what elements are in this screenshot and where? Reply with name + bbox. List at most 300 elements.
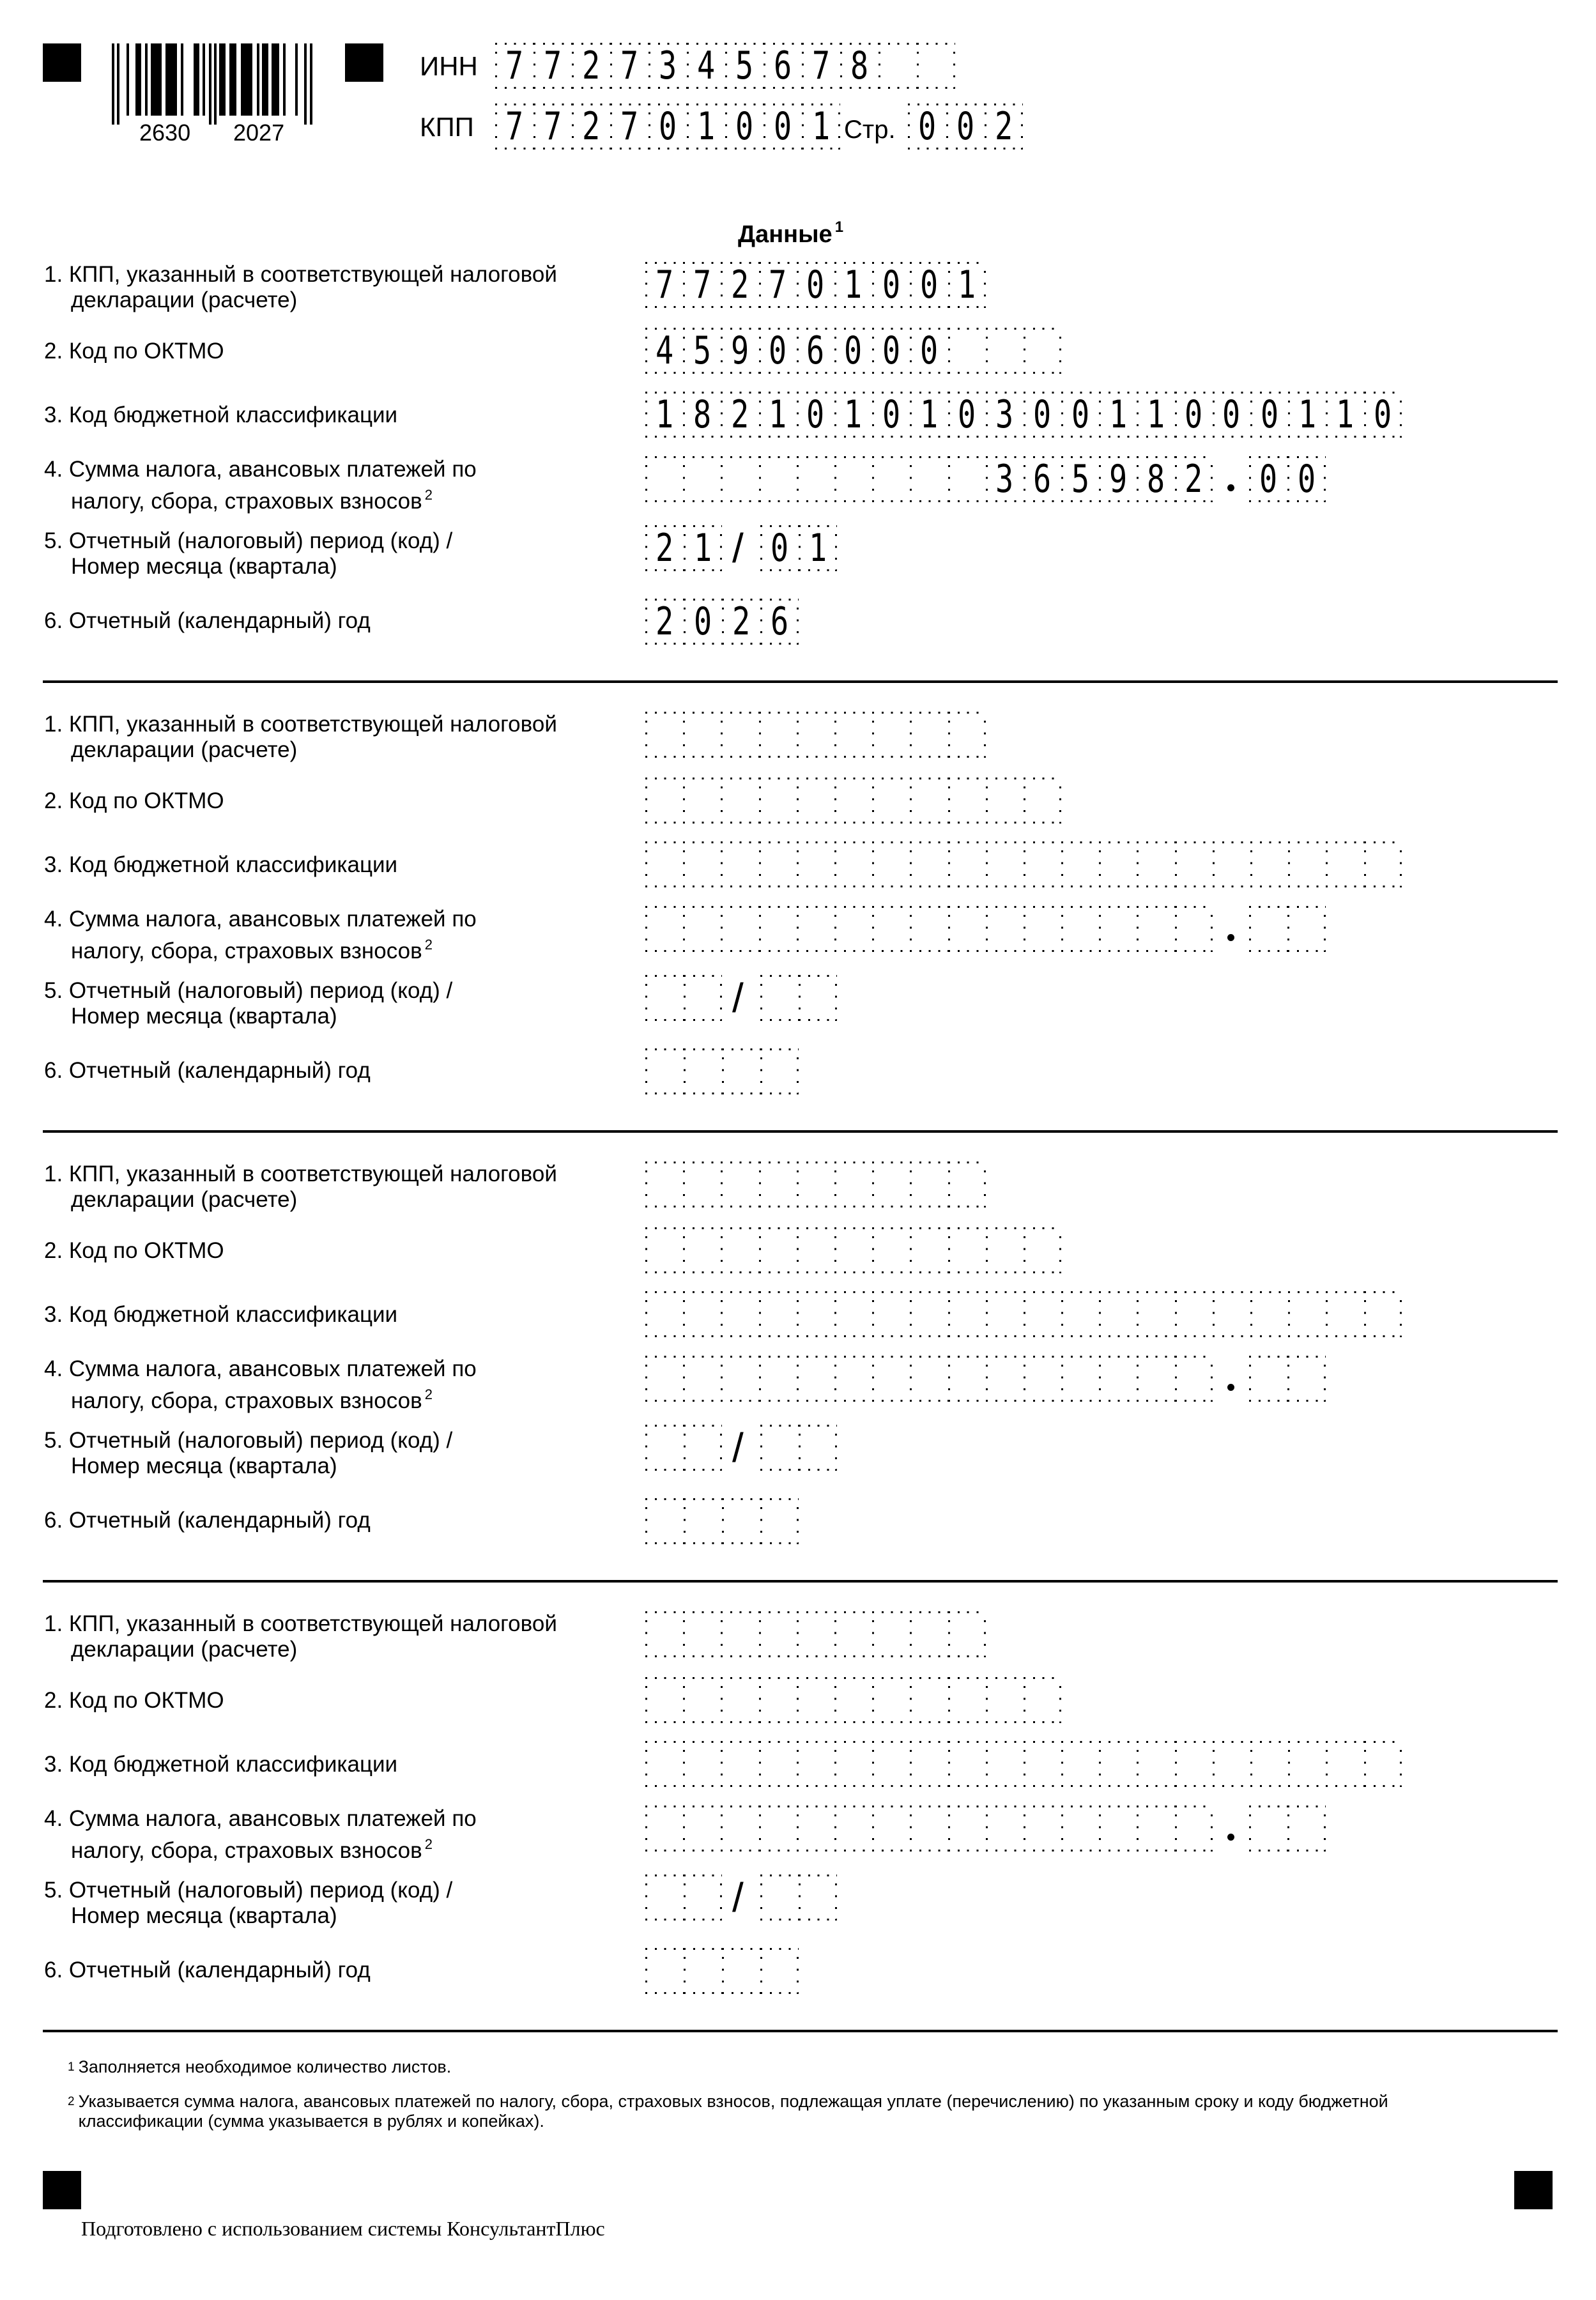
year-cell[interactable]	[684, 1048, 722, 1094]
inn-cell[interactable]	[572, 43, 610, 89]
kbk-cell[interactable]	[797, 1291, 834, 1337]
inn-cell[interactable]	[763, 43, 802, 89]
kpp-header-cell[interactable]	[802, 103, 840, 150]
sum-rubles-cell[interactable]	[759, 1805, 797, 1851]
sum-kopecks-cell[interactable]	[1249, 1805, 1287, 1851]
kbk-cell[interactable]	[1137, 1291, 1174, 1337]
sum-rubles-cell[interactable]	[721, 1356, 758, 1402]
kpp-header-cell[interactable]	[725, 103, 763, 150]
kbk-cell[interactable]	[1099, 392, 1137, 438]
oktmo-cell[interactable]	[872, 1677, 910, 1723]
kpp-cell[interactable]	[721, 1611, 758, 1657]
kbk-cell[interactable]	[1099, 1291, 1137, 1337]
oktmo-cell[interactable]	[910, 328, 948, 374]
period-number-cell[interactable]	[799, 1425, 837, 1471]
oktmo-cell[interactable]	[721, 778, 758, 824]
oktmo-cell[interactable]	[948, 1227, 986, 1273]
kbk-cell[interactable]	[797, 392, 834, 438]
sum-rubles-cell[interactable]	[683, 906, 721, 952]
period-code-field[interactable]	[645, 1874, 722, 1920]
sum-kopecks-field[interactable]	[1249, 1805, 1326, 1851]
oktmo-cell[interactable]	[645, 1227, 683, 1273]
kbk-cell[interactable]	[683, 1741, 721, 1787]
oktmo-cell[interactable]	[721, 1677, 758, 1723]
sum-rubles-cell[interactable]	[948, 1356, 986, 1402]
sum-rubles-cell[interactable]	[1024, 906, 1061, 952]
kpp-cell[interactable]	[948, 1162, 986, 1208]
inn-cell[interactable]	[495, 43, 533, 89]
sum-rubles-field[interactable]	[645, 906, 1213, 952]
oktmo-cell[interactable]	[797, 328, 834, 374]
sum-rubles-cell[interactable]	[948, 456, 986, 502]
sum-rubles-cell[interactable]	[645, 1805, 683, 1851]
oktmo-cell[interactable]	[797, 778, 834, 824]
period-code-cell[interactable]	[684, 525, 722, 571]
oktmo-cell[interactable]	[721, 1227, 758, 1273]
sum-rubles-cell[interactable]	[797, 1356, 834, 1402]
sum-kopecks-cell[interactable]	[1249, 906, 1287, 952]
kbk-cell[interactable]	[1175, 392, 1213, 438]
kpp-cell[interactable]	[872, 1162, 910, 1208]
oktmo-cell[interactable]	[1024, 1227, 1061, 1273]
kpp-cell[interactable]	[834, 262, 872, 308]
sum-rubles-cell[interactable]	[759, 906, 797, 952]
oktmo-cell[interactable]	[986, 778, 1024, 824]
sum-rubles-cell[interactable]	[948, 1805, 986, 1851]
sum-rubles-cell[interactable]	[797, 456, 834, 502]
kbk-cell[interactable]	[1024, 392, 1061, 438]
oktmo-cell[interactable]	[872, 778, 910, 824]
kbk-cell[interactable]	[872, 1291, 910, 1337]
year-cell[interactable]	[645, 599, 684, 645]
kpp-cell[interactable]	[834, 1611, 872, 1657]
year-cell[interactable]	[760, 1498, 799, 1544]
inn-cell[interactable]	[879, 43, 917, 89]
sum-rubles-cell[interactable]	[910, 1805, 948, 1851]
kpp-cell[interactable]	[683, 712, 721, 758]
kbk-field[interactable]	[645, 841, 1402, 887]
year-cell[interactable]	[722, 1948, 760, 1994]
sum-rubles-cell[interactable]	[910, 906, 948, 952]
sum-kopecks-cell[interactable]	[1249, 456, 1287, 502]
kbk-cell[interactable]	[834, 841, 872, 887]
oktmo-cell[interactable]	[1024, 328, 1061, 374]
kbk-cell[interactable]	[683, 392, 721, 438]
oktmo-cell[interactable]	[1024, 1677, 1061, 1723]
kbk-cell[interactable]	[1213, 392, 1250, 438]
kbk-cell[interactable]	[1364, 1741, 1402, 1787]
sum-rubles-cell[interactable]	[645, 456, 683, 502]
kbk-cell[interactable]	[1288, 1741, 1326, 1787]
kbk-cell[interactable]	[1326, 1741, 1363, 1787]
inn-cell[interactable]	[840, 43, 879, 89]
kpp-cell[interactable]	[797, 1162, 834, 1208]
sum-kopecks-cell[interactable]	[1249, 1356, 1287, 1402]
sum-rubles-cell[interactable]	[872, 1356, 910, 1402]
sum-rubles-cell[interactable]	[1061, 1805, 1099, 1851]
sum-rubles-cell[interactable]	[683, 1356, 721, 1402]
sum-rubles-cell[interactable]	[834, 1356, 872, 1402]
kbk-cell[interactable]	[645, 1741, 683, 1787]
kbk-cell[interactable]	[948, 841, 986, 887]
sum-rubles-cell[interactable]	[721, 1805, 758, 1851]
oktmo-cell[interactable]	[645, 778, 683, 824]
inn-cell[interactable]	[725, 43, 763, 89]
sum-rubles-cell[interactable]	[986, 456, 1024, 502]
period-code-cell[interactable]	[645, 975, 684, 1021]
period-code-cell[interactable]	[645, 1874, 684, 1920]
kbk-field[interactable]	[645, 392, 1402, 438]
sum-rubles-field[interactable]	[645, 1805, 1213, 1851]
oktmo-cell[interactable]	[645, 1677, 683, 1723]
kpp-cell[interactable]	[797, 712, 834, 758]
sum-rubles-cell[interactable]	[797, 906, 834, 952]
kbk-cell[interactable]	[759, 1741, 797, 1787]
oktmo-cell[interactable]	[948, 778, 986, 824]
kpp-header-cell[interactable]	[687, 103, 725, 150]
inn-cell[interactable]	[802, 43, 840, 89]
kpp-cell[interactable]	[834, 712, 872, 758]
kpp-cell[interactable]	[645, 712, 683, 758]
kbk-field[interactable]	[645, 1741, 1402, 1787]
oktmo-cell[interactable]	[759, 1677, 797, 1723]
sum-rubles-cell[interactable]	[1099, 456, 1137, 502]
kbk-cell[interactable]	[1099, 1741, 1137, 1787]
sum-rubles-cell[interactable]	[872, 1805, 910, 1851]
sum-kopecks-field[interactable]	[1249, 906, 1326, 952]
year-cell[interactable]	[645, 1048, 684, 1094]
sum-rubles-cell[interactable]	[910, 456, 948, 502]
sum-rubles-cell[interactable]	[1024, 1805, 1061, 1851]
year-cell[interactable]	[760, 1048, 799, 1094]
kbk-cell[interactable]	[721, 392, 758, 438]
kpp-field[interactable]	[645, 712, 986, 758]
kpp-cell[interactable]	[645, 1162, 683, 1208]
sum-rubles-cell[interactable]	[834, 906, 872, 952]
year-cell[interactable]	[684, 1498, 722, 1544]
sum-kopecks-cell[interactable]	[1287, 906, 1326, 952]
sum-kopecks-cell[interactable]	[1287, 456, 1326, 502]
sum-rubles-cell[interactable]	[759, 1356, 797, 1402]
period-number-field[interactable]	[760, 1874, 837, 1920]
kpp-cell[interactable]	[721, 712, 758, 758]
kpp-header-cell[interactable]	[533, 103, 572, 150]
kpp-cell[interactable]	[759, 1162, 797, 1208]
kbk-cell[interactable]	[1061, 1291, 1099, 1337]
kbk-cell[interactable]	[986, 392, 1024, 438]
kpp-field[interactable]	[645, 1611, 986, 1657]
oktmo-cell[interactable]	[910, 1227, 948, 1273]
oktmo-cell[interactable]	[797, 1677, 834, 1723]
year-cell[interactable]	[684, 1948, 722, 1994]
period-number-cell[interactable]	[799, 525, 837, 571]
year-field[interactable]	[645, 1048, 799, 1094]
oktmo-cell[interactable]	[683, 328, 721, 374]
kpp-cell[interactable]	[683, 1611, 721, 1657]
sum-rubles-cell[interactable]	[1137, 906, 1174, 952]
kbk-cell[interactable]	[1137, 1741, 1174, 1787]
oktmo-field[interactable]	[645, 1677, 1061, 1723]
kpp-cell[interactable]	[948, 262, 986, 308]
kpp-field[interactable]	[645, 262, 986, 308]
kbk-cell[interactable]	[1175, 841, 1213, 887]
kpp-header-cell[interactable]	[572, 103, 610, 150]
oktmo-cell[interactable]	[797, 1227, 834, 1273]
period-number-cell[interactable]	[760, 525, 799, 571]
page-number-field[interactable]	[908, 103, 1023, 150]
kbk-cell[interactable]	[759, 392, 797, 438]
period-number-cell[interactable]	[799, 1874, 837, 1920]
year-field[interactable]	[645, 599, 799, 645]
sum-rubles-cell[interactable]	[683, 1805, 721, 1851]
kpp-header-cell[interactable]	[610, 103, 648, 150]
period-code-field[interactable]	[645, 525, 722, 571]
sum-rubles-cell[interactable]	[759, 456, 797, 502]
kbk-field[interactable]	[645, 1291, 1402, 1337]
year-field[interactable]	[645, 1498, 799, 1544]
kpp-cell[interactable]	[948, 1611, 986, 1657]
sum-rubles-cell[interactable]	[1175, 906, 1213, 952]
sum-rubles-cell[interactable]	[721, 906, 758, 952]
kpp-cell[interactable]	[872, 1611, 910, 1657]
kbk-cell[interactable]	[645, 1291, 683, 1337]
period-code-field[interactable]	[645, 975, 722, 1021]
kpp-cell[interactable]	[797, 1611, 834, 1657]
sum-rubles-cell[interactable]	[645, 1356, 683, 1402]
oktmo-cell[interactable]	[948, 1677, 986, 1723]
sum-rubles-field[interactable]	[645, 456, 1213, 502]
kbk-cell[interactable]	[986, 1741, 1024, 1787]
kbk-cell[interactable]	[910, 392, 948, 438]
inn-cell[interactable]	[917, 43, 955, 89]
kbk-cell[interactable]	[986, 841, 1024, 887]
sum-rubles-cell[interactable]	[1024, 1356, 1061, 1402]
kbk-cell[interactable]	[1250, 392, 1288, 438]
kbk-cell[interactable]	[797, 1741, 834, 1787]
sum-rubles-cell[interactable]	[1175, 1805, 1213, 1851]
period-number-cell[interactable]	[760, 1425, 799, 1471]
sum-rubles-cell[interactable]	[1099, 906, 1137, 952]
year-cell[interactable]	[760, 599, 799, 645]
kpp-cell[interactable]	[910, 712, 948, 758]
kbk-cell[interactable]	[683, 841, 721, 887]
kbk-cell[interactable]	[721, 841, 758, 887]
sum-kopecks-field[interactable]	[1249, 1356, 1326, 1402]
kbk-cell[interactable]	[645, 392, 683, 438]
period-code-field[interactable]	[645, 1425, 722, 1471]
kbk-cell[interactable]	[1364, 1291, 1402, 1337]
oktmo-cell[interactable]	[683, 1677, 721, 1723]
kbk-cell[interactable]	[834, 1291, 872, 1337]
sum-rubles-cell[interactable]	[872, 906, 910, 952]
kbk-cell[interactable]	[834, 1741, 872, 1787]
kbk-cell[interactable]	[872, 841, 910, 887]
kbk-cell[interactable]	[872, 392, 910, 438]
kbk-cell[interactable]	[1326, 1291, 1363, 1337]
sum-kopecks-field[interactable]	[1249, 456, 1326, 502]
year-cell[interactable]	[645, 1948, 684, 1994]
period-number-field[interactable]	[760, 1425, 837, 1471]
kbk-cell[interactable]	[872, 1741, 910, 1787]
year-field[interactable]	[645, 1948, 799, 1994]
kbk-cell[interactable]	[1250, 841, 1288, 887]
oktmo-field[interactable]	[645, 1227, 1061, 1273]
kbk-cell[interactable]	[1326, 392, 1363, 438]
year-cell[interactable]	[645, 1498, 684, 1544]
kbk-cell[interactable]	[834, 392, 872, 438]
kpp-cell[interactable]	[910, 1611, 948, 1657]
kpp-cell[interactable]	[721, 1162, 758, 1208]
kpp-cell[interactable]	[683, 262, 721, 308]
kbk-cell[interactable]	[1250, 1291, 1288, 1337]
period-number-cell[interactable]	[760, 975, 799, 1021]
kbk-cell[interactable]	[910, 1741, 948, 1787]
oktmo-cell[interactable]	[834, 778, 872, 824]
sum-rubles-cell[interactable]	[1061, 1356, 1099, 1402]
sum-rubles-cell[interactable]	[645, 906, 683, 952]
kpp-field[interactable]	[645, 1162, 986, 1208]
oktmo-field[interactable]	[645, 778, 1061, 824]
sum-rubles-cell[interactable]	[683, 456, 721, 502]
oktmo-cell[interactable]	[986, 1227, 1024, 1273]
kpp-cell[interactable]	[872, 262, 910, 308]
kpp-cell[interactable]	[645, 1611, 683, 1657]
oktmo-cell[interactable]	[1024, 778, 1061, 824]
sum-rubles-cell[interactable]	[721, 456, 758, 502]
year-cell[interactable]	[722, 599, 760, 645]
kbk-cell[interactable]	[1175, 1741, 1213, 1787]
oktmo-cell[interactable]	[872, 328, 910, 374]
kbk-cell[interactable]	[948, 392, 986, 438]
page-number-cell[interactable]	[908, 103, 946, 150]
kbk-cell[interactable]	[1364, 392, 1402, 438]
kbk-cell[interactable]	[1061, 1741, 1099, 1787]
oktmo-cell[interactable]	[759, 328, 797, 374]
kbk-cell[interactable]	[1061, 392, 1099, 438]
kbk-cell[interactable]	[1137, 841, 1174, 887]
kpp-cell[interactable]	[683, 1162, 721, 1208]
sum-rubles-cell[interactable]	[1175, 1356, 1213, 1402]
sum-rubles-cell[interactable]	[1061, 456, 1099, 502]
kbk-cell[interactable]	[1364, 841, 1402, 887]
kbk-cell[interactable]	[1326, 841, 1363, 887]
period-number-cell[interactable]	[760, 1874, 799, 1920]
oktmo-cell[interactable]	[910, 778, 948, 824]
kbk-cell[interactable]	[986, 1291, 1024, 1337]
sum-rubles-cell[interactable]	[834, 1805, 872, 1851]
sum-rubles-cell[interactable]	[834, 456, 872, 502]
kbk-cell[interactable]	[1213, 1291, 1250, 1337]
oktmo-cell[interactable]	[759, 778, 797, 824]
oktmo-cell[interactable]	[645, 328, 683, 374]
sum-rubles-cell[interactable]	[1137, 456, 1174, 502]
year-cell[interactable]	[722, 1498, 760, 1544]
kbk-cell[interactable]	[1024, 841, 1061, 887]
sum-rubles-cell[interactable]	[1137, 1805, 1174, 1851]
sum-rubles-cell[interactable]	[797, 1805, 834, 1851]
oktmo-cell[interactable]	[910, 1677, 948, 1723]
sum-rubles-cell[interactable]	[1099, 1805, 1137, 1851]
kbk-cell[interactable]	[1250, 1741, 1288, 1787]
kbk-cell[interactable]	[1061, 841, 1099, 887]
kbk-cell[interactable]	[1288, 392, 1326, 438]
kbk-cell[interactable]	[797, 841, 834, 887]
kbk-cell[interactable]	[721, 1291, 758, 1337]
sum-rubles-cell[interactable]	[1137, 1356, 1174, 1402]
sum-rubles-cell[interactable]	[948, 906, 986, 952]
oktmo-cell[interactable]	[834, 1227, 872, 1273]
oktmo-cell[interactable]	[986, 1677, 1024, 1723]
kbk-cell[interactable]	[759, 1291, 797, 1337]
sum-rubles-cell[interactable]	[910, 1356, 948, 1402]
kbk-cell[interactable]	[1213, 1741, 1250, 1787]
kbk-cell[interactable]	[910, 1291, 948, 1337]
oktmo-cell[interactable]	[986, 328, 1024, 374]
kbk-cell[interactable]	[910, 841, 948, 887]
period-code-cell[interactable]	[684, 1874, 722, 1920]
kbk-cell[interactable]	[759, 841, 797, 887]
kpp-cell[interactable]	[834, 1162, 872, 1208]
kpp-header-cell[interactable]	[495, 103, 533, 150]
kpp-header-cell[interactable]	[648, 103, 687, 150]
oktmo-cell[interactable]	[759, 1227, 797, 1273]
kbk-cell[interactable]	[1137, 392, 1174, 438]
inn-cell[interactable]	[610, 43, 648, 89]
oktmo-cell[interactable]	[721, 328, 758, 374]
oktmo-cell[interactable]	[683, 1227, 721, 1273]
kpp-cell[interactable]	[645, 262, 683, 308]
kpp-cell[interactable]	[910, 262, 948, 308]
sum-rubles-cell[interactable]	[1175, 456, 1213, 502]
sum-rubles-cell[interactable]	[872, 456, 910, 502]
kbk-cell[interactable]	[683, 1291, 721, 1337]
kpp-cell[interactable]	[759, 262, 797, 308]
year-cell[interactable]	[684, 599, 722, 645]
sum-rubles-cell[interactable]	[1024, 456, 1061, 502]
sum-kopecks-cell[interactable]	[1287, 1356, 1326, 1402]
inn-field[interactable]	[495, 43, 955, 89]
period-number-field[interactable]	[760, 975, 837, 1021]
kpp-cell[interactable]	[759, 712, 797, 758]
kbk-cell[interactable]	[1213, 841, 1250, 887]
period-code-cell[interactable]	[645, 525, 684, 571]
kbk-cell[interactable]	[948, 1291, 986, 1337]
sum-kopecks-cell[interactable]	[1287, 1805, 1326, 1851]
sum-rubles-cell[interactable]	[986, 906, 1024, 952]
oktmo-cell[interactable]	[948, 328, 986, 374]
kpp-header-field[interactable]	[495, 103, 840, 150]
sum-rubles-field[interactable]	[645, 1356, 1213, 1402]
kbk-cell[interactable]	[1175, 1291, 1213, 1337]
year-cell[interactable]	[722, 1048, 760, 1094]
kbk-cell[interactable]	[1288, 1291, 1326, 1337]
kpp-cell[interactable]	[910, 1162, 948, 1208]
kbk-cell[interactable]	[1099, 841, 1137, 887]
inn-cell[interactable]	[648, 43, 687, 89]
kpp-cell[interactable]	[872, 712, 910, 758]
period-code-cell[interactable]	[684, 1425, 722, 1471]
kpp-cell[interactable]	[759, 1611, 797, 1657]
kbk-cell[interactable]	[721, 1741, 758, 1787]
kbk-cell[interactable]	[645, 841, 683, 887]
period-code-cell[interactable]	[684, 975, 722, 1021]
kpp-cell[interactable]	[721, 262, 758, 308]
inn-cell[interactable]	[533, 43, 572, 89]
kpp-header-cell[interactable]	[763, 103, 802, 150]
kpp-cell[interactable]	[948, 712, 986, 758]
oktmo-cell[interactable]	[834, 1677, 872, 1723]
oktmo-field[interactable]	[645, 328, 1061, 374]
